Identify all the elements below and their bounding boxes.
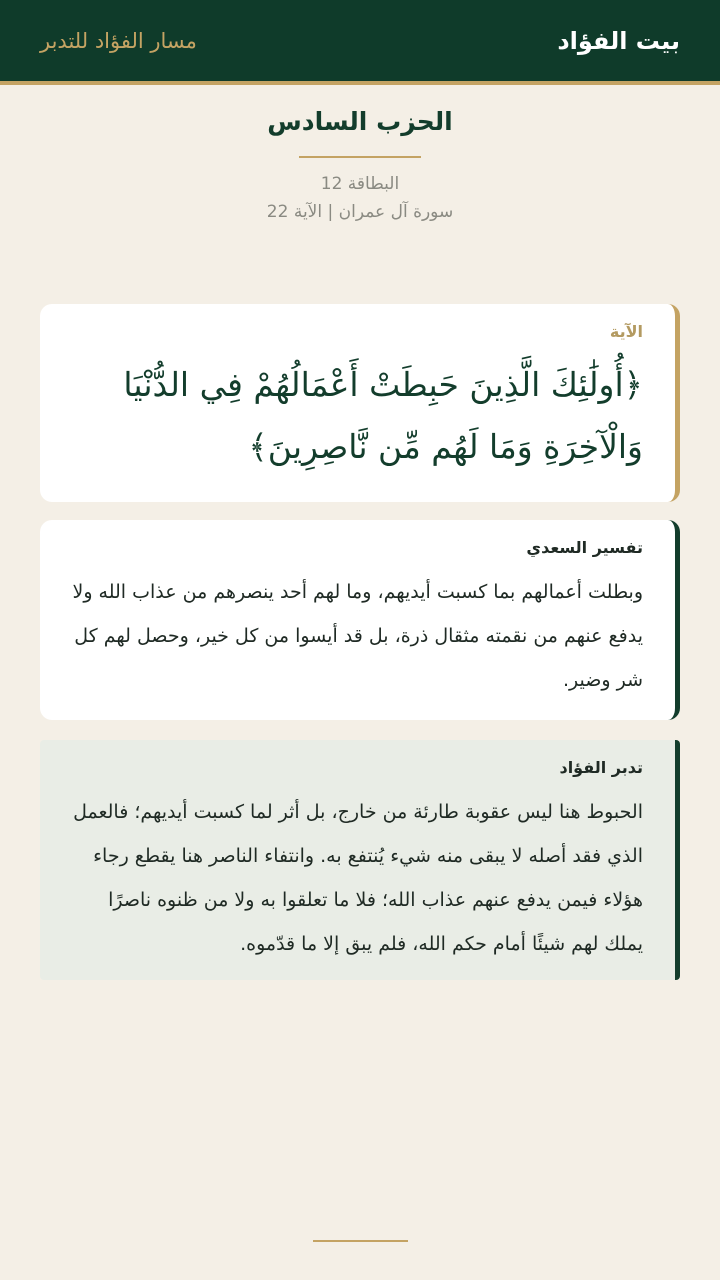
tafsir-text: وبطلت أعمالهم بما كسبت أيديهم، وما لهم أحد ينصرهم من عذاب الله ولا يدفع عنهم من نقمته مثقال ذرة، بل قد أيسوا من كل خير، وحصل لهم كل شر وضير. [72,581,643,691]
tafsir-card [40,520,680,720]
title-divider [299,156,421,158]
tadabbur-text: الحبوط هنا ليس عقوبة طارئة من خارج، بل أثر لما كسبت أيديهم؛ فالعمل الذي فقد أصله لا يبقى منه شيء يُنتفع به. وانتفاء الناصر هنا يقطع رجاء هؤلاء فيمن يدفع عنهم عذاب الله؛ فلا ما تعلقوا به ولا من ظنوه ناصرًا يملك لهم شيئًا أمام حكم الله، فلم يبق إلا ما قدّموه. [73,801,643,955]
ayah-card [40,304,680,502]
app-header [0,0,720,85]
tafsir-label: تفسير السعدي [526,538,643,557]
bottom-divider [313,1240,408,1242]
tadabbur-card [40,740,680,980]
title-block [0,104,720,226]
surah-reference: سورة آل عمران | الآية 22 [266,202,454,222]
ayah-label: الآية [609,322,643,341]
nav-link-tadabbur-path[interactable]: مسار الفؤاد للتدبر [40,28,197,53]
ayah-text: ﴿أُولَٰئِكَ الَّذِينَ حَبِطَتْ أَعْمَالُهُمْ فِي الدُّنْيَا وَالْآخِرَةِ وَمَا لَهُم مِّن نَّاصِرِينَ﴾ [123,365,643,466]
tadabbur-label: تدبر الفؤاد [559,758,643,777]
app-brand[interactable]: بيت الفؤاد [557,26,680,55]
card-number: البطاقة 12 [320,174,400,194]
page-title: الحزب السادس [267,107,453,136]
